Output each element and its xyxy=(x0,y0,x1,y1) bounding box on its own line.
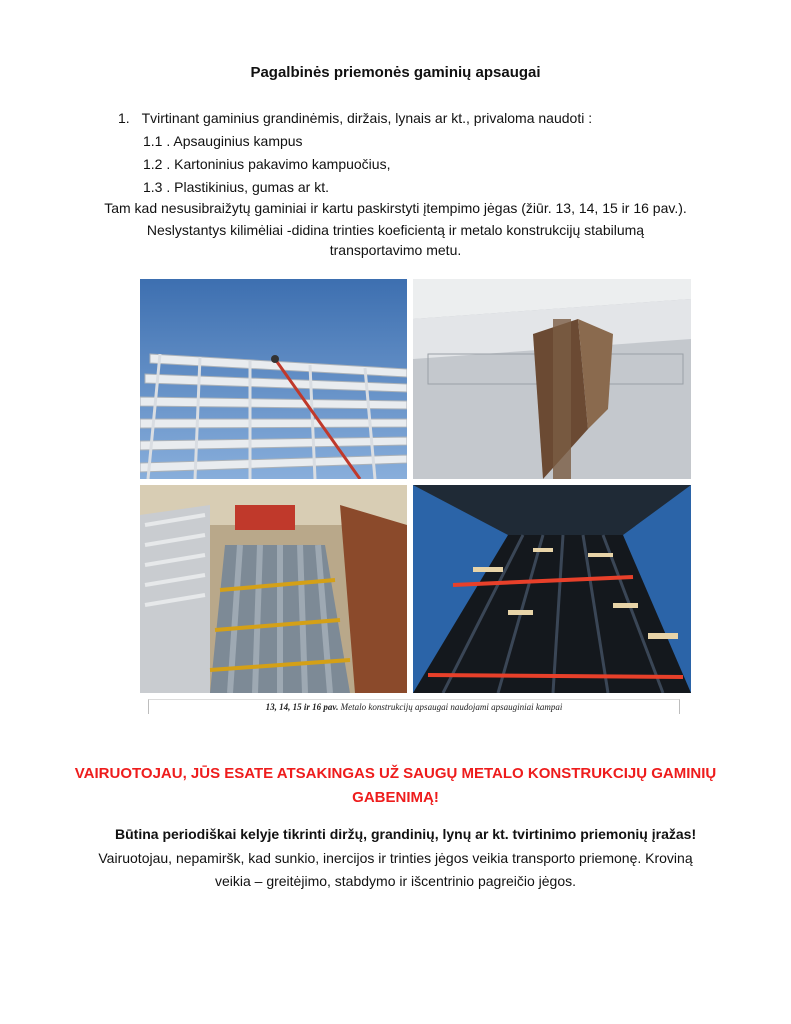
paragraph-line-2: Neslystantys kilimėliai -didina trinties koeficientą ir metalo konstrukcijų stabilumą xyxy=(146,222,645,238)
driver-note-line-2: veikia – greitėjimo, stabdymo ir išcentrinio pagreičio jėgos. xyxy=(214,873,577,889)
check-instruction: Būtina periodiškai kelyje tikrinti diržų, grandinių, lynų ar kt. tvirtinimo priemonių įražas! xyxy=(115,826,697,842)
paragraph-line-1: Tam kad nesusibraižytų gaminiai ir kartu paskirstyti įtempimo jėgas (žiūr. 13, 14, 15 ir 16 pav.). xyxy=(104,200,687,216)
photo-protective-corner xyxy=(413,279,691,479)
sub-list-number: 1.1 . xyxy=(143,133,171,149)
sub-list-number: 1.2 . xyxy=(143,156,171,172)
photo-beams-truck xyxy=(413,485,691,693)
sub-list-item-1-3 xyxy=(143,179,329,195)
sub-list-text: Apsauginius kampus xyxy=(173,133,303,149)
caption-text: Metalo konstrukcijų apsaugai naudojami apsauginiai kampai xyxy=(338,702,563,712)
sub-list-number: 1.3 . xyxy=(143,179,171,195)
list-number: 1. xyxy=(118,110,130,126)
sub-list-item-1-1 xyxy=(143,133,303,149)
paragraph-line-3: transportavimo metu. xyxy=(329,242,462,258)
caption-label: 13, 14, 15 ir 16 pav. xyxy=(265,702,339,712)
sub-list-item-1-2 xyxy=(143,156,390,172)
photo-steel-trusses xyxy=(140,279,407,479)
figure-caption xyxy=(148,699,680,714)
warning-line-2: GABENIMĄ! xyxy=(352,789,439,806)
warning-heading xyxy=(0,762,791,810)
photo-pipes-truck xyxy=(140,485,407,693)
sub-list-text: Plastikinius, gumas ar kt. xyxy=(174,179,329,195)
warning-line-1: VAIRUOTOJAU, JŪS ESATE ATSAKINGAS UŽ SAUGŲ METALO KONSTRUKCIJŲ GAMINIŲ xyxy=(74,765,717,782)
page-title: Pagalbinės priemonės gaminių apsaugai xyxy=(250,64,541,81)
list-item-text: Tvirtinant gaminius grandinėmis, diržais, lynais ar kt., privaloma naudoti : xyxy=(141,110,593,126)
list-item-1 xyxy=(118,110,592,126)
driver-note-line-1: Vairuotojau, nepamiršk, kad sunkio, inercijos ir trinties jėgos veikia transporto priemonę. Kroviną xyxy=(98,850,693,866)
sub-list-text: Kartoninius pakavimo kampuočius, xyxy=(174,156,391,172)
